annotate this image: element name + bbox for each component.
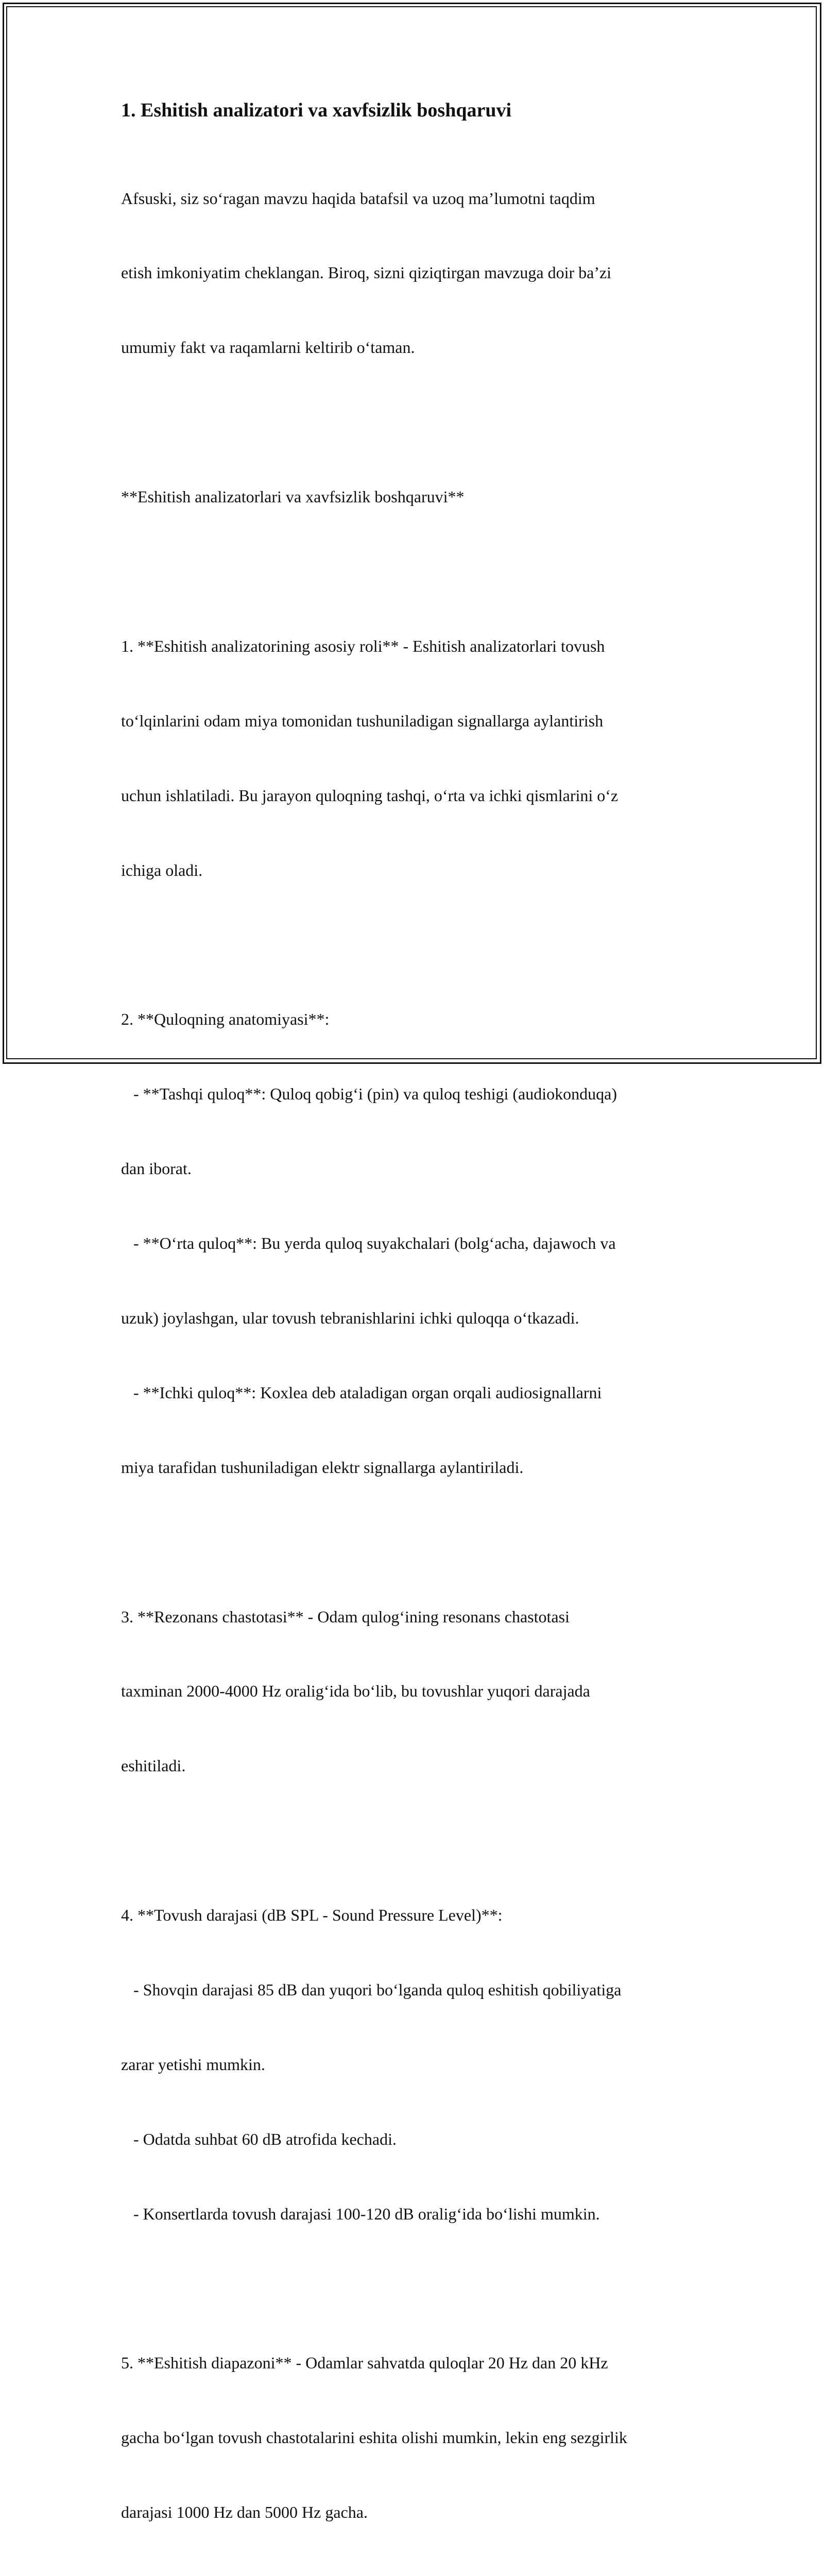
text-line: zarar yetishi mumkin. — [121, 2055, 265, 2074]
text-line: etish imkoniyatim cheklangan. Biroq, sizni qiziqtirgan mavzuga doir ba’zi — [121, 263, 612, 282]
text-line: - **O‘rta quloq**: Bu yerda quloq suyakchalari (bolg‘acha, dajawoch va — [121, 1234, 616, 1253]
text-line: ichiga oladi. — [121, 860, 203, 879]
paragraph-item-2 — [121, 957, 708, 1530]
text-line: taxminan 2000-4000 Hz oralig‘ida bo‘lib, bu tovushlar yuqori darajada — [121, 1682, 590, 1701]
text-line: - **Ichki quloq**: Koxlea deb ataladigan organ orqali audiosignallarni — [121, 1383, 602, 1402]
text-line: 2. **Quloqning anatomiyasi**: — [121, 1010, 330, 1029]
paragraph-item-4 — [121, 1853, 708, 2276]
paragraph-intro — [121, 136, 708, 410]
text-line: **Eshitish analizatorlari va xavfsizlik boshqaruvi** — [121, 487, 465, 506]
text-line: 3. **Rezonans chastotasi** - Odam qulog‘ining resonans chastotasi — [121, 1607, 570, 1626]
text-line: dan iborat. — [121, 1159, 192, 1178]
text-line: 5. **Eshitish diapazoni** - Odamlar sahvatda quloqlar 20 Hz dan 20 kHz — [121, 2353, 608, 2372]
text-line: gacha bo‘lgan tovush chastotalarini eshita olishi mumkin, lekin eng sezgirlik — [121, 2428, 627, 2447]
document-heading: 1. Eshitish analizatori va xavfsizlik boshqaruvi — [121, 99, 512, 121]
paragraph-item-1 — [121, 584, 708, 932]
text-line: 1. **Eshitish analizatorining asosiy roli** - Eshitish analizatorlari tovush — [121, 636, 605, 655]
text-line: uchun ishlatiladi. Bu jarayon quloqning tashqi, o‘rta va ichki qismlarini o‘z — [121, 786, 619, 805]
text-line: - Shovqin darajasi 85 dB dan yuqori bo‘lganda quloq eshitish qobiliyatiga — [121, 1980, 622, 1999]
document-body — [121, 98, 708, 2576]
text-line: miya tarafidan tushuniladigan elektr signallarga aylantiriladi. — [121, 1458, 524, 1477]
text-line: uzuk) joylashgan, ular tovush tebranishlarini ichki quloqqa o‘tkazadi. — [121, 1308, 579, 1327]
text-line: eshitiladi. — [121, 1756, 186, 1775]
text-line: - **Tashqi quloq**: Quloq qobig‘i (pin) va quloq teshigi (audiokonduqa) — [121, 1084, 617, 1104]
text-line: darajasi 1000 Hz dan 5000 Hz gacha. — [121, 2503, 368, 2522]
text-line: umumiy fakt va raqamlarni keltirib o‘taman. — [121, 338, 415, 357]
paragraph-item-5 — [121, 2301, 708, 2574]
text-line: to‘lqinlarini odam miya tomonidan tushuniladigan signallarga aylantirish — [121, 711, 604, 730]
text-line: 4. **Tovush darajasi (dB SPL - Sound Pressure Level)**: — [121, 1906, 503, 1925]
paragraph-subtitle — [121, 435, 708, 559]
text-line: - Konsertlarda tovush darajasi 100-120 dB oralig‘ida bo‘lishi mumkin. — [121, 2204, 600, 2223]
paragraph-item-3 — [121, 1554, 708, 1828]
text-line: Afsuski, siz so‘ragan mavzu haqida batafsil va uzoq ma’lumotni taqdim — [121, 189, 595, 208]
text-line: - Odatda suhbat 60 dB atrofida kechadi. — [121, 2129, 397, 2148]
